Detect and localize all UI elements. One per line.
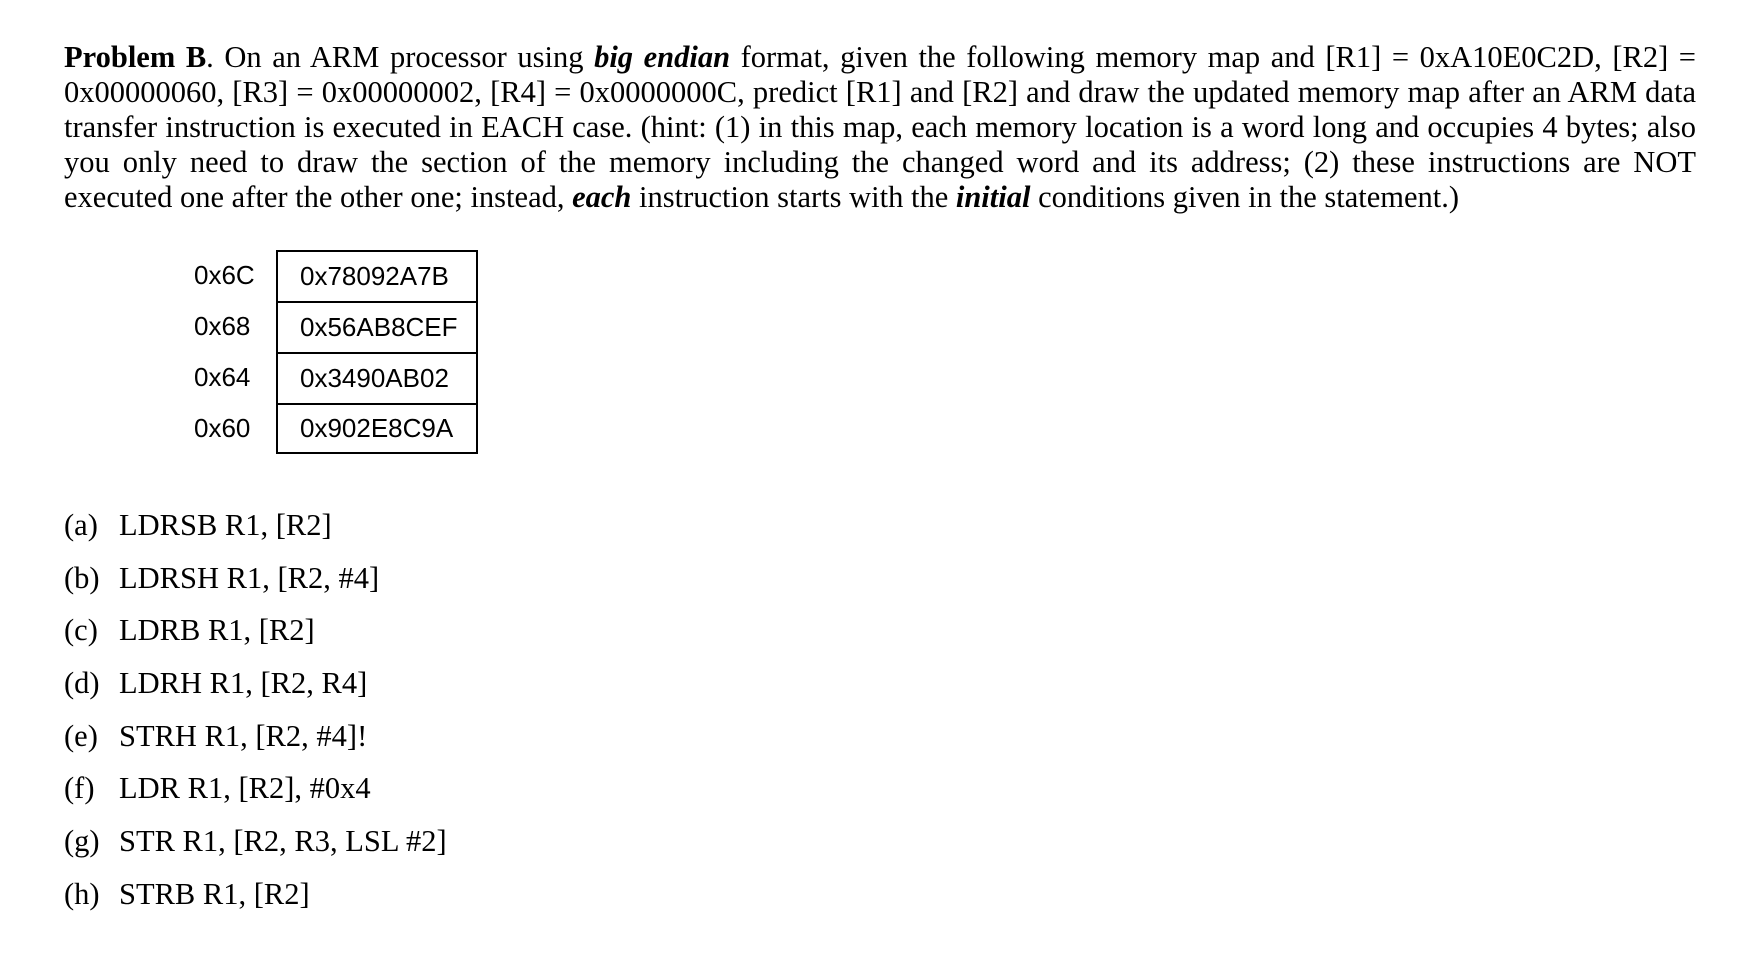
problem-text-4: conditions given in the statement.) [1030,180,1460,214]
memory-value: 0x78092A7B [276,250,478,301]
question-item [64,666,447,719]
question-item [64,613,447,666]
problem-text-1: . On an ARM processor using [206,40,595,74]
problem-text-3: instruction starts with the [631,180,956,214]
memory-map [170,250,478,454]
question-label: (e) [64,718,98,753]
problem-emphasis-initial: initial [955,180,1031,214]
question-label: (c) [64,613,98,648]
question-instruction: LDRH R1, [R2, R4] [119,666,368,701]
memory-row [170,352,478,403]
memory-address: 0x60 [194,413,251,443]
question-item [64,771,447,824]
question-label: (a) [64,508,98,542]
question-item [64,561,447,614]
memory-address: 0x6C [194,260,255,290]
question-instruction: STR R1, [R2, R3, LSL #2] [119,824,447,859]
question-instruction: LDRSB R1, [R2] [119,508,332,542]
memory-value: 0x56AB8CEF [276,301,478,352]
memory-value: 0x902E8C9A [276,403,478,454]
memory-address: 0x64 [194,362,251,392]
question-label: (h) [64,876,100,911]
problem-emphasis-big-endian: big endian [594,40,731,74]
question-label: (g) [64,824,100,859]
question-list [64,508,447,930]
problem-heading: Problem B [64,40,207,74]
memory-address: 0x68 [194,311,251,341]
question-item [64,719,447,772]
question-item [64,508,447,561]
question-instruction: LDR R1, [R2], #0x4 [119,771,371,806]
question-label: (f) [64,771,95,806]
memory-value: 0x3490AB02 [276,352,478,403]
question-instruction: LDRSH R1, [R2, #4] [119,560,380,595]
question-item [64,877,447,930]
question-instruction: LDRB R1, [R2] [119,613,315,648]
question-label: (b) [64,560,100,595]
question-item [64,824,447,877]
problem-text-2: format, given the following memory map and [R1] = 0xA10E0C2D, [R2] = 0x00000060, [R3] = 0x00000002, [R4] = 0x0000000C, predict [R1] and [R2] and draw the updated memory map after an ARM data transfer instruction is executed in EACH case. (hint: (1) in this map, each memory location is a word long and occupies 4 bytes; also you only need to draw the section of the memory including the changed word and its address; (2) these instructions are NOT executed one after the other one; instead, [64,40,1696,214]
question-label: (d) [64,666,100,701]
problem-statement [64,40,1696,215]
memory-row [170,403,478,454]
memory-row [170,250,478,301]
memory-row [170,301,478,352]
problem-emphasis-each: each [572,180,632,214]
question-instruction: STRB R1, [R2] [119,876,310,911]
question-instruction: STRH R1, [R2, #4]! [119,718,368,753]
